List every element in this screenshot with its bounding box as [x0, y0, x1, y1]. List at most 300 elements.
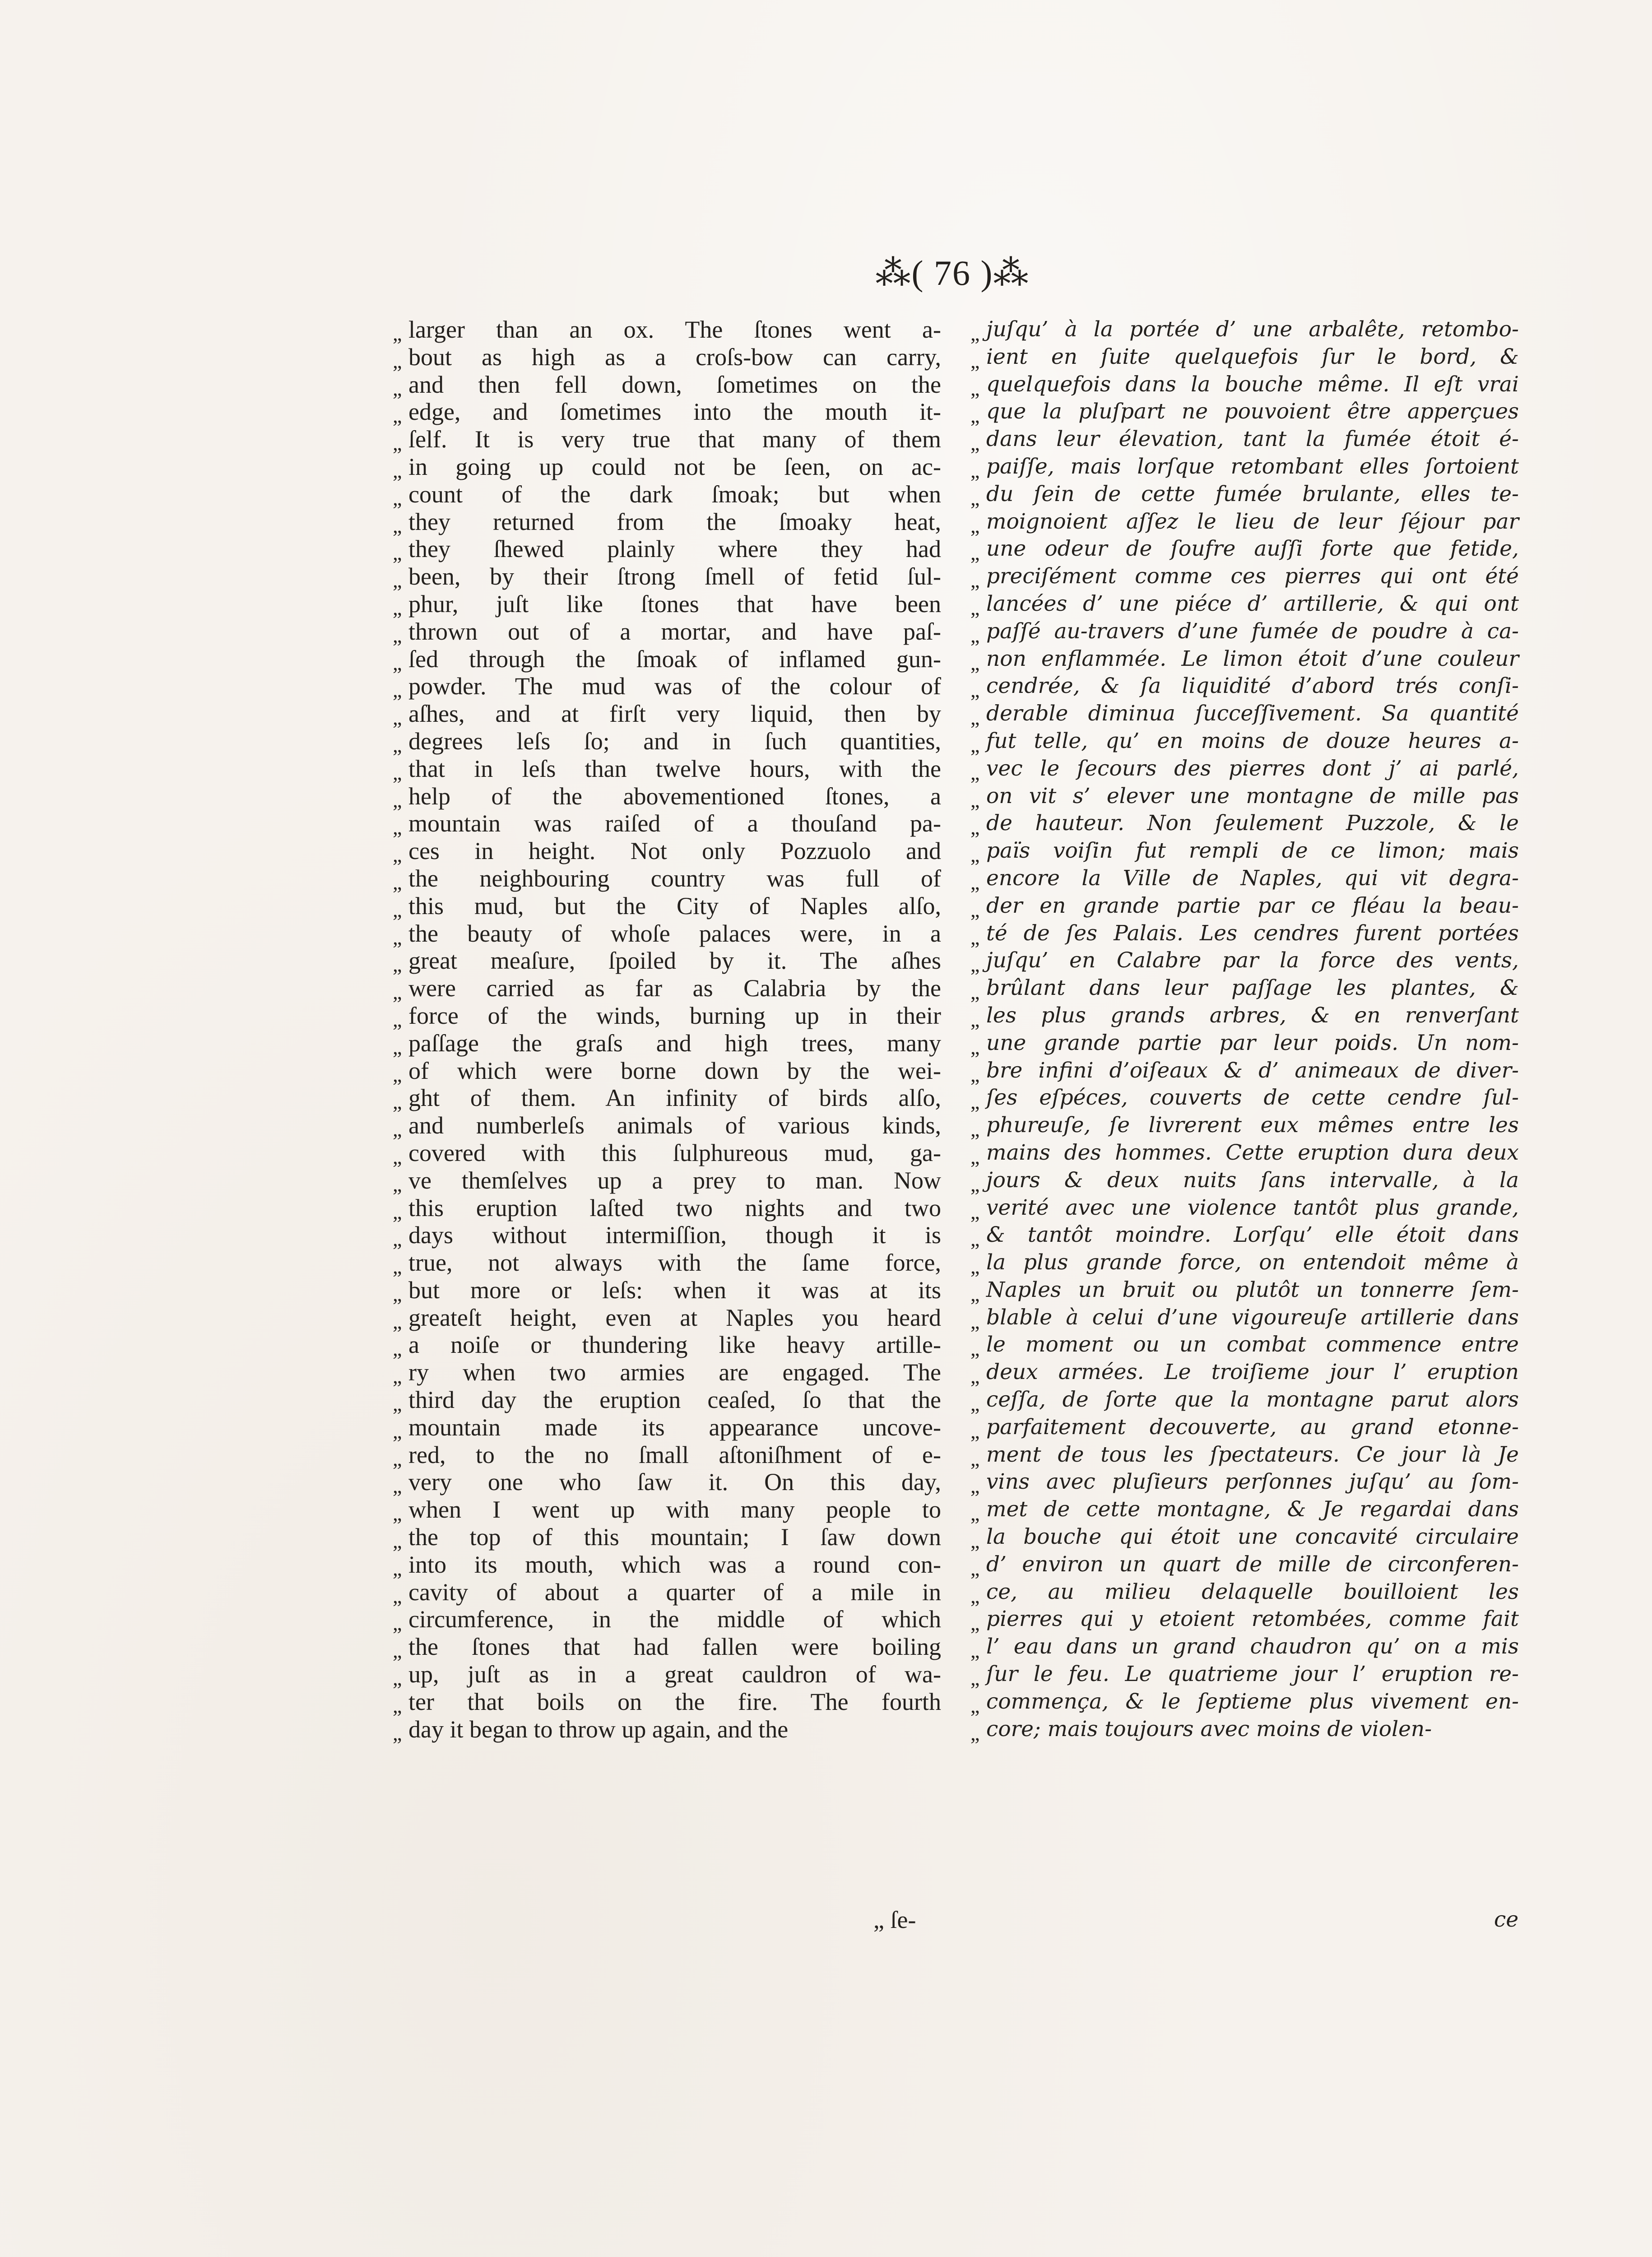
quotation-marker: „ [970, 596, 980, 619]
english-line [393, 673, 941, 702]
french-line [970, 837, 1519, 867]
french-line [970, 1139, 1519, 1168]
english-line [393, 1578, 941, 1607]
quotation-marker: „ [970, 541, 980, 565]
quotation-marker: „ [970, 953, 980, 976]
french-line [970, 1002, 1519, 1031]
quotation-marker: „ [970, 980, 980, 1004]
quotation-marker: „ [970, 1200, 980, 1223]
french-line-text: ceſſa, de ſorte que la montagne parut alors [986, 1387, 1519, 1412]
english-line [393, 837, 941, 867]
quotation-marker: „ [393, 514, 402, 537]
french-line [970, 646, 1519, 674]
english-line [393, 645, 941, 674]
english-line [393, 371, 941, 400]
english-line [393, 975, 941, 1004]
english-line [393, 508, 941, 537]
english-line-text: day it began to throw up again, and the [408, 1715, 789, 1743]
quotation-marker: „ [393, 349, 402, 372]
french-line-text: deux armées. Le troiſieme jour l’ eruption [986, 1360, 1519, 1385]
french-line-text: met de cette montagne, & Je regardai dans [986, 1497, 1519, 1522]
quotation-marker: „ [970, 1556, 980, 1580]
quotation-marker: „ [970, 925, 980, 949]
english-line [393, 480, 941, 510]
english-line [393, 343, 941, 372]
english-line-text: count of the dark ſmoak; but when [408, 480, 941, 508]
english-line-text: cavity of about a quarter of a mile in [408, 1578, 941, 1606]
french-line [970, 810, 1519, 839]
english-line [393, 1633, 941, 1663]
french-line [970, 1277, 1519, 1305]
quotation-marker: „ [970, 816, 980, 839]
french-line [970, 535, 1519, 565]
french-line-text: & tantôt moindre. Lorſqu’ elle étoit dans [986, 1222, 1519, 1248]
french-line-text: une odeur de ſoufre auſſi forte que fetide, [986, 536, 1519, 562]
english-line-text: the beauty of whoſe palaces were, in a [408, 920, 941, 947]
quotation-marker: „ [970, 1282, 980, 1305]
quotation-marker: „ [393, 788, 402, 812]
quotation-marker: „ [393, 870, 402, 894]
quotation-marker: „ [970, 761, 980, 784]
quotation-marker: „ [970, 1118, 980, 1141]
quotation-marker: „ [970, 788, 980, 812]
english-line-text: in going up could not be ſeen, on ac- [408, 453, 941, 480]
french-line-text: une grande partie par leur poids. Un nom- [986, 1030, 1519, 1055]
french-line-text: fut telle, qu’ en moins de douze heures a- [986, 728, 1519, 753]
quotation-marker: „ [393, 733, 402, 757]
english-line-text: phur, juſt like ſtones that have been [408, 590, 941, 618]
quotation-marker: „ [970, 404, 980, 427]
english-line-text: circumference, in the middle of which [408, 1606, 941, 1633]
english-line [393, 1496, 941, 1525]
french-line-text: ce, au milieu delaquelle bouilloient les [986, 1579, 1519, 1604]
english-line-text: ve themſelves up a prey to man. Now [408, 1166, 941, 1194]
english-line-text: into its mouth, which was a round con- [408, 1551, 941, 1578]
french-line [970, 1331, 1519, 1361]
french-line [970, 590, 1519, 619]
french-line-text: preciſément comme ces pierres qui ont été [986, 564, 1519, 589]
quotation-marker: „ [393, 1008, 402, 1031]
french-line [970, 1688, 1519, 1717]
english-line [393, 1002, 941, 1031]
french-line [970, 892, 1519, 921]
french-text-column [970, 316, 1519, 1745]
french-line [970, 728, 1519, 757]
english-line [393, 1523, 941, 1553]
english-line [393, 1331, 941, 1361]
english-line-text: third day the eruption ceaſed, ſo that the [408, 1386, 941, 1414]
quotation-marker: „ [393, 1584, 402, 1607]
quotation-marker: „ [970, 870, 980, 894]
english-line [393, 426, 941, 455]
quotation-marker: „ [970, 1227, 980, 1251]
english-line [393, 1413, 941, 1443]
quotation-marker: „ [393, 322, 402, 345]
french-line [970, 947, 1519, 976]
english-line-text: degrees leſs ſo; and in ſuch quantities, [408, 727, 941, 755]
french-line-text: lancées d’ une piéce d’ artillerie, & qui ont [986, 591, 1519, 616]
page-number-header [858, 253, 1047, 293]
english-line-text: were carried as far as Calabria by the [408, 975, 941, 1002]
english-line-text: ſelf. It is very true that many of them [408, 426, 941, 453]
english-line-text: ſed through the ſmoak of inflamed gun- [408, 645, 941, 673]
quotation-marker: „ [393, 1035, 402, 1059]
french-line [970, 398, 1519, 427]
english-line-text: of which were borne down by the wei- [408, 1057, 941, 1084]
quotation-marker: „ [970, 623, 980, 647]
french-line-text: dans leur élevation, tant la fumée étoit é- [986, 427, 1519, 452]
quotation-marker: „ [393, 1090, 402, 1114]
french-line-text: juſqu’ à la portée d’ une arbalête, retombo- [986, 317, 1519, 342]
french-line-text: commença, & le ſeptieme plus vivement en- [986, 1689, 1519, 1714]
french-line-text: ſes eſpéces, couverts de cette cendre ſul- [986, 1085, 1519, 1110]
page-header-text: ⁂( 76 )⁂ [875, 253, 1030, 293]
english-line [393, 398, 941, 427]
quotation-marker: „ [970, 1255, 980, 1278]
english-line-text: red, to the no ſmall aſtoniſhment of e- [408, 1441, 941, 1468]
quotation-marker: „ [393, 1200, 402, 1223]
french-line [970, 1606, 1519, 1635]
quotation-marker: „ [393, 623, 402, 647]
french-line [970, 481, 1519, 510]
french-line [970, 1221, 1519, 1251]
french-line [970, 1359, 1519, 1388]
english-line-text: and then fell down, ſometimes on the [408, 371, 941, 398]
english-line [393, 1386, 941, 1416]
french-line [970, 1030, 1519, 1059]
quotation-marker: „ [393, 980, 402, 1004]
english-line [393, 1112, 941, 1141]
english-line-text: mountain made its appearance uncove- [408, 1413, 941, 1441]
english-line-text: very one who ſaw it. On this day, [408, 1468, 941, 1496]
english-line [393, 1249, 941, 1278]
english-line [393, 1661, 941, 1690]
english-line-text: days without intermiſſion, though it is [408, 1221, 941, 1249]
french-line-text: pierres qui y etoient retombées, comme fait [986, 1607, 1519, 1632]
english-line-text: ces in height. Not only Pozzuolo and [408, 837, 941, 865]
english-line-text: but more or leſs: when it was at its [408, 1276, 941, 1304]
quotation-marker: „ [393, 1118, 402, 1141]
quotation-marker: „ [970, 1474, 980, 1498]
english-line-text: ght of them. An infinity of birds alſo, [408, 1084, 941, 1112]
english-line [393, 810, 941, 839]
english-line [393, 590, 941, 619]
quotation-marker: „ [393, 1337, 402, 1361]
french-line [970, 673, 1519, 702]
english-line-text: paſſage the graſs and high trees, many [408, 1029, 941, 1057]
english-line [393, 618, 941, 647]
quotation-marker: „ [970, 322, 980, 345]
english-line [393, 1715, 941, 1745]
quotation-marker: „ [970, 459, 980, 482]
english-line-text: covered with this ſulphureous mud, ga- [408, 1139, 941, 1166]
quotation-marker: „ [970, 1090, 980, 1114]
english-line-text: that in leſs than twelve hours, with the [408, 755, 941, 782]
french-line-text: bre infini d’oiſeaux & d’ animeaux de diver- [986, 1058, 1519, 1083]
quotation-marker: „ [970, 1419, 980, 1443]
quotation-marker: „ [970, 432, 980, 455]
french-line [970, 1579, 1519, 1607]
english-line-text: the neighbouring country was full of [408, 864, 941, 892]
french-line [970, 865, 1519, 894]
english-line [393, 1468, 941, 1498]
quotation-marker: „ [393, 1282, 402, 1305]
french-line-text: jours & deux nuits ſans intervalle, à la [986, 1167, 1519, 1193]
quotation-marker: „ [393, 1145, 402, 1168]
quotation-marker: „ [970, 1035, 980, 1059]
english-line-text: when I went up with many people to [408, 1496, 941, 1523]
english-line [393, 1606, 941, 1635]
quotation-marker: „ [393, 1172, 402, 1196]
quotation-marker: „ [393, 1529, 402, 1553]
english-line-text: the ſtones that had fallen were boiling [408, 1633, 941, 1661]
quotation-marker: „ [393, 1639, 402, 1663]
french-line [970, 1633, 1519, 1663]
french-line [970, 783, 1519, 812]
french-line-text: les plus grands arbres, & en renverſant [986, 1003, 1519, 1028]
french-line [970, 618, 1519, 647]
english-line [393, 563, 941, 592]
french-line-text: vec le ſecours des pierres dont j’ ai parlé, [986, 756, 1519, 781]
french-line-text: brûlant dans leur paſſage les plantes, & [986, 975, 1519, 1001]
english-line-text: mountain was raiſed of a thouſand pa- [408, 810, 941, 837]
french-line [970, 920, 1519, 949]
quotation-marker: „ [970, 733, 980, 757]
quotation-marker: „ [970, 1502, 980, 1525]
english-text-column [393, 316, 941, 1745]
quotation-marker: „ [393, 569, 402, 592]
quotation-marker: „ [970, 651, 980, 674]
quotation-marker: „ [970, 1721, 980, 1745]
french-line-text: vins avec pluſieurs perſonnes juſqu’ au ſom- [986, 1469, 1519, 1495]
quotation-marker: „ [393, 596, 402, 619]
english-line-text: thrown out of a mortar, and have paſ- [408, 618, 941, 645]
english-line [393, 1276, 941, 1305]
french-line [970, 1716, 1519, 1745]
french-line [970, 700, 1519, 729]
quotation-marker: „ [393, 1227, 402, 1251]
french-line [970, 371, 1519, 400]
english-line [393, 1084, 941, 1114]
english-line-text: larger than an ox. The ſtones went a- [408, 316, 941, 343]
french-line-text: on vit s’ elever une montagne de mille pas [986, 783, 1519, 808]
french-line [970, 1414, 1519, 1443]
english-line-text: and numberleſs animals of various kinds, [408, 1112, 941, 1139]
english-line-text: aſhes, and at firſt very liquid, then by [408, 700, 941, 728]
french-line [970, 1304, 1519, 1333]
french-line-text: encore la Ville de Naples, qui vit degra- [986, 865, 1519, 891]
french-line [970, 1084, 1519, 1114]
french-line [970, 316, 1519, 345]
english-line [393, 892, 941, 921]
quotation-marker: „ [393, 1611, 402, 1635]
english-line-text: greateſt height, even at Naples you heard [408, 1304, 941, 1331]
quotation-marker: „ [393, 953, 402, 976]
english-line [393, 727, 941, 757]
english-line-text: a noiſe or thundering like heavy artille- [408, 1331, 941, 1359]
french-line [970, 563, 1519, 592]
english-line [393, 1359, 941, 1388]
french-line-text: l’ eau dans un grand chaudron qu’ on a mis [986, 1634, 1519, 1659]
english-line-text: they ſhewed plainly where they had [408, 535, 941, 563]
quotation-marker: „ [393, 925, 402, 949]
french-line [970, 755, 1519, 784]
french-line-text: der en grande partie par ce fléau la beau- [986, 893, 1519, 918]
english-line [393, 782, 941, 812]
quotation-marker: „ [393, 432, 402, 455]
french-line [970, 1112, 1519, 1141]
quotation-marker: „ [970, 1611, 980, 1635]
quotation-marker: „ [970, 486, 980, 510]
english-line-text: this mud, but the City of Naples alſo, [408, 892, 941, 920]
french-line-text: d’ environ un quart de mille de circonferen- [986, 1551, 1519, 1577]
left-catchword: „ ſe- [873, 1906, 916, 1933]
quotation-marker: „ [970, 1667, 980, 1690]
quotation-marker: „ [970, 1337, 980, 1361]
english-line [393, 1551, 941, 1580]
english-line [393, 1166, 941, 1196]
quotation-marker: „ [393, 651, 402, 674]
french-line-text: la plus grande force, on entendoit même à [986, 1250, 1519, 1275]
quotation-marker: „ [970, 376, 980, 400]
english-line-text: ry when two armies are engaged. The [408, 1359, 941, 1386]
french-line-text: ient en ſuite quelquefois ſur le bord, & [986, 344, 1519, 369]
french-line-text: paiſſe, mais lorſque retombant elles ſortoient [986, 454, 1519, 479]
quotation-marker: „ [393, 1447, 402, 1470]
english-line-text: powder. The mud was of the colour of [408, 673, 941, 700]
quotation-marker: „ [393, 1063, 402, 1086]
french-line-text: mains des hommes. Cette eruption dura deux [986, 1140, 1519, 1165]
english-line [393, 755, 941, 784]
quotation-marker: „ [970, 1584, 980, 1607]
french-line [970, 1194, 1519, 1223]
french-line [970, 426, 1519, 455]
french-line-text: ſur le feu. Le quatrieme jour l’ eruption re- [986, 1662, 1519, 1687]
english-line [393, 1221, 941, 1251]
quotation-marker: „ [970, 1694, 980, 1717]
quotation-marker: „ [970, 349, 980, 372]
english-line-text: force of the winds, burning up in their [408, 1002, 941, 1029]
french-line [970, 453, 1519, 482]
english-line [393, 316, 941, 345]
quotation-marker: „ [393, 1419, 402, 1443]
english-line-text: true, not always with the ſame force, [408, 1249, 941, 1277]
french-line-text: la bouche qui étoit une concavité circulaire [986, 1524, 1519, 1550]
french-line [970, 1468, 1519, 1498]
french-line [970, 1496, 1519, 1525]
quotation-marker: „ [393, 1502, 402, 1525]
quotation-marker: „ [393, 541, 402, 565]
quotation-marker: „ [393, 376, 402, 400]
english-line-text: this eruption laſted two nights and two [408, 1194, 941, 1221]
french-line [970, 508, 1519, 537]
quotation-marker: „ [970, 1008, 980, 1031]
quotation-marker: „ [970, 569, 980, 592]
quotation-marker: „ [393, 816, 402, 839]
french-line-text: phureuſe, ſe livrerent eux mêmes entre les [986, 1113, 1519, 1138]
quotation-marker: „ [393, 486, 402, 510]
quotation-marker: „ [970, 678, 980, 702]
french-line-text: cendrée, & ſa liquidité d’abord trés conſi- [986, 673, 1519, 699]
french-line [970, 1386, 1519, 1416]
quotation-marker: „ [393, 1721, 402, 1745]
quotation-marker: „ [970, 1310, 980, 1333]
quotation-marker: „ [393, 1310, 402, 1333]
quotation-marker: „ [970, 1063, 980, 1086]
english-line [393, 1139, 941, 1168]
english-line [393, 920, 941, 949]
quotation-marker: „ [393, 706, 402, 729]
french-line-text: non enflammée. Le limon étoit d’une couleur [986, 646, 1519, 671]
english-line-text: ter that boils on the fire. The fourth [408, 1688, 941, 1715]
right-catchword: ce [1494, 1907, 1519, 1932]
french-line-text: derable diminua ſucceſſivement. Sa quantité [986, 701, 1519, 726]
english-line [393, 947, 941, 976]
french-line [970, 1057, 1519, 1086]
quotation-marker: „ [970, 1172, 980, 1196]
french-line [970, 1167, 1519, 1196]
quotation-marker: „ [393, 404, 402, 427]
french-line-text: païs voiſin fut rempli de ce limon; mais [986, 838, 1519, 864]
french-line [970, 1441, 1519, 1470]
french-line-text: ment de tous les ſpectateurs. Ce jour là Je [986, 1442, 1519, 1467]
quotation-marker: „ [970, 514, 980, 537]
quotation-marker: „ [393, 898, 402, 921]
quotation-marker: „ [393, 1694, 402, 1717]
quotation-marker: „ [970, 1145, 980, 1168]
english-line [393, 535, 941, 565]
quotation-marker: „ [393, 1255, 402, 1278]
quotation-marker: „ [393, 761, 402, 784]
english-line [393, 864, 941, 894]
french-line-text: juſqu’ en Calabre par la force des vents, [986, 948, 1519, 973]
quotation-marker: „ [393, 1667, 402, 1690]
english-line-text: the top of this mountain; I ſaw down [408, 1523, 941, 1551]
quotation-marker: „ [393, 843, 402, 867]
english-line [393, 700, 941, 729]
quotation-marker: „ [393, 1474, 402, 1498]
french-line-text: Naples un bruit ou plutôt un tonnerre ſem- [986, 1277, 1519, 1302]
french-line-text: parfaitement decouverte, au grand etonne- [986, 1414, 1519, 1440]
english-line-text: up, juſt as in a great cauldron of wa- [408, 1661, 941, 1688]
english-line [393, 1057, 941, 1086]
french-line [970, 1551, 1519, 1580]
french-line [970, 975, 1519, 1004]
quotation-marker: „ [970, 898, 980, 921]
english-line-text: bout as high as a croſs-bow can carry, [408, 343, 941, 371]
quotation-marker: „ [970, 1639, 980, 1663]
french-line-text: paſſé au-travers d’une fumée de poudre à ca- [986, 618, 1519, 644]
english-line [393, 1688, 941, 1717]
french-line-text: té de ſes Palais. Les cendres furent portées [986, 920, 1519, 946]
english-line [393, 1194, 941, 1223]
french-line-text: le moment ou un combat commence entre [986, 1332, 1519, 1357]
english-line-text: help of the abovementioned ſtones, a [408, 782, 941, 810]
quotation-marker: „ [970, 1447, 980, 1470]
english-line-text: they returned from the ſmoaky heat, [408, 508, 941, 535]
english-line [393, 453, 941, 482]
english-line-text: edge, and ſometimes into the mouth it- [408, 398, 941, 426]
quotation-marker: „ [393, 1556, 402, 1580]
quotation-marker: „ [970, 1392, 980, 1416]
quotation-marker: „ [393, 1392, 402, 1416]
french-line-text: core; mais toujours avec moins de violen- [986, 1716, 1432, 1742]
french-line-text: moignoient aſſez le lieu de leur ſéjour par [986, 509, 1519, 534]
quotation-marker: „ [970, 1529, 980, 1553]
french-line [970, 344, 1519, 372]
english-line [393, 1441, 941, 1470]
french-line-text: verité avec une violence tantôt plus grande, [986, 1195, 1519, 1220]
